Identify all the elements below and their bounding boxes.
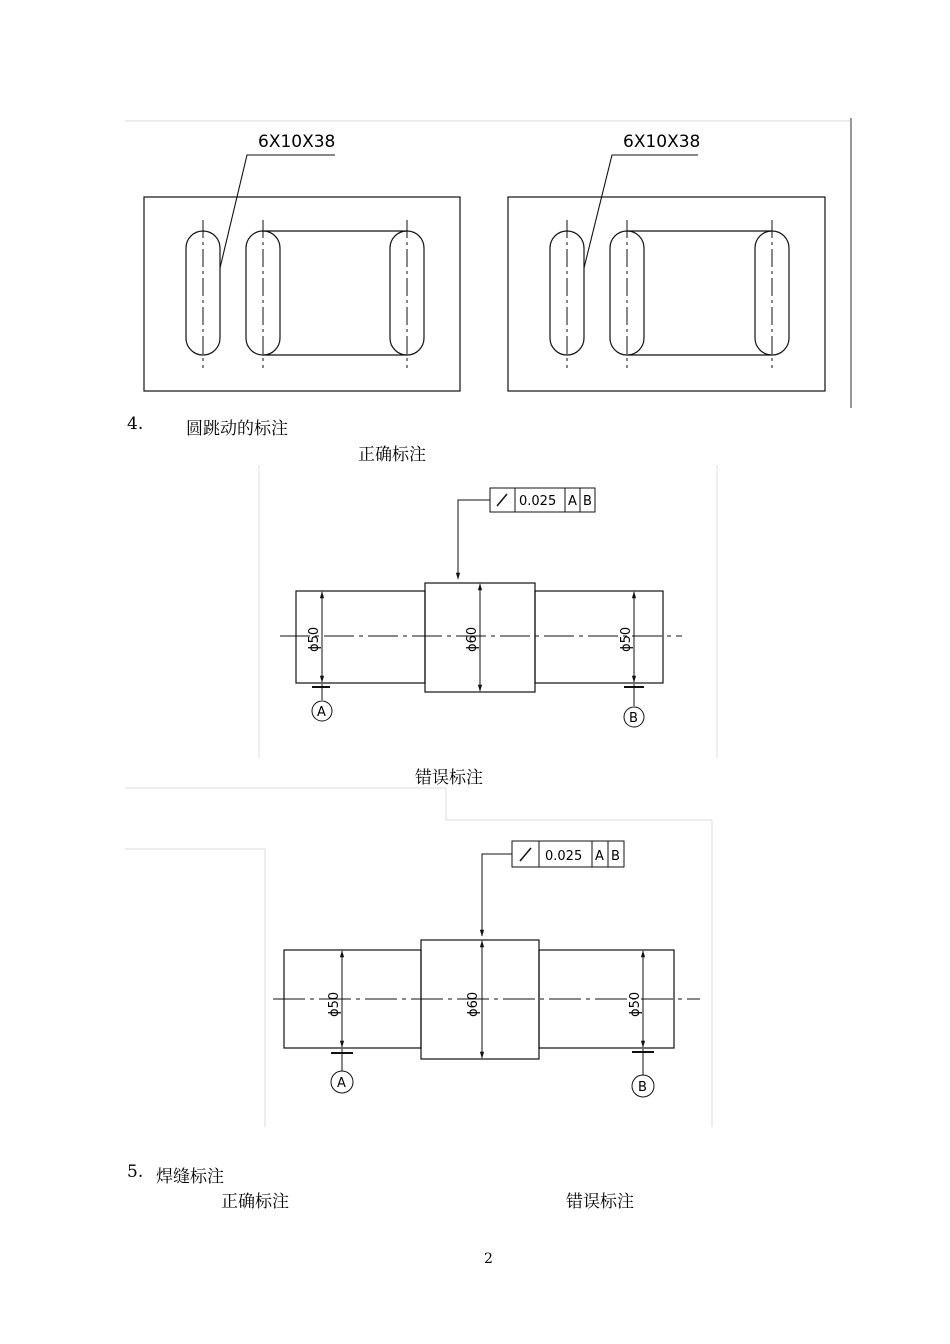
wrong-feature-control-frame (512, 841, 624, 867)
correct-fcf-datum-b: B (583, 494, 592, 509)
wrong-fcf-tolerance: 0.025 (545, 849, 583, 864)
correct-datum-a: A (317, 705, 326, 720)
section5-correct-caption: 正确标注 (221, 1192, 289, 1212)
wrong-fcf-datum-a: A (595, 849, 604, 864)
section5-number: 5. (127, 1162, 144, 1182)
wrong-fcf-datum-b: B (611, 849, 620, 864)
wrong-dim-left: ϕ50 (327, 991, 342, 1017)
wrong-datum-a: A (337, 1076, 346, 1091)
wrong-caption: 错误标注 (415, 768, 483, 788)
page-number: 2 (484, 1251, 493, 1267)
wrong-dim-right: ϕ50 (628, 991, 643, 1017)
right-keyslot-callout: 6X10X38 (623, 132, 701, 152)
left-keyslot-panel (144, 132, 460, 391)
section5-wrong-caption: 错误标注 (566, 1192, 634, 1212)
wrong-dim-center: ϕ60 (466, 991, 481, 1017)
correct-caption: 正确标注 (358, 445, 426, 465)
keyslot-figure (0, 0, 950, 420)
correct-dim-right: ϕ50 (619, 626, 634, 652)
left-keyslot-callout: 6X10X38 (258, 132, 336, 152)
section4-number: 4. (127, 414, 144, 434)
section5-title: 焊缝标注 (156, 1167, 224, 1187)
right-keyslot-panel (508, 132, 825, 391)
correct-dim-left: ϕ50 (307, 626, 322, 652)
correct-runout-drawing (0, 460, 950, 765)
correct-dim-center: ϕ60 (465, 626, 480, 652)
correct-feature-control-frame (490, 488, 595, 512)
correct-fcf-tolerance: 0.025 (519, 494, 557, 509)
correct-datum-b: B (629, 711, 638, 726)
wrong-datum-b: B (638, 1080, 647, 1095)
section4-title: 圆跳动的标注 (186, 419, 288, 439)
wrong-runout-drawing (0, 785, 950, 1130)
correct-fcf-datum-a: A (568, 494, 577, 509)
